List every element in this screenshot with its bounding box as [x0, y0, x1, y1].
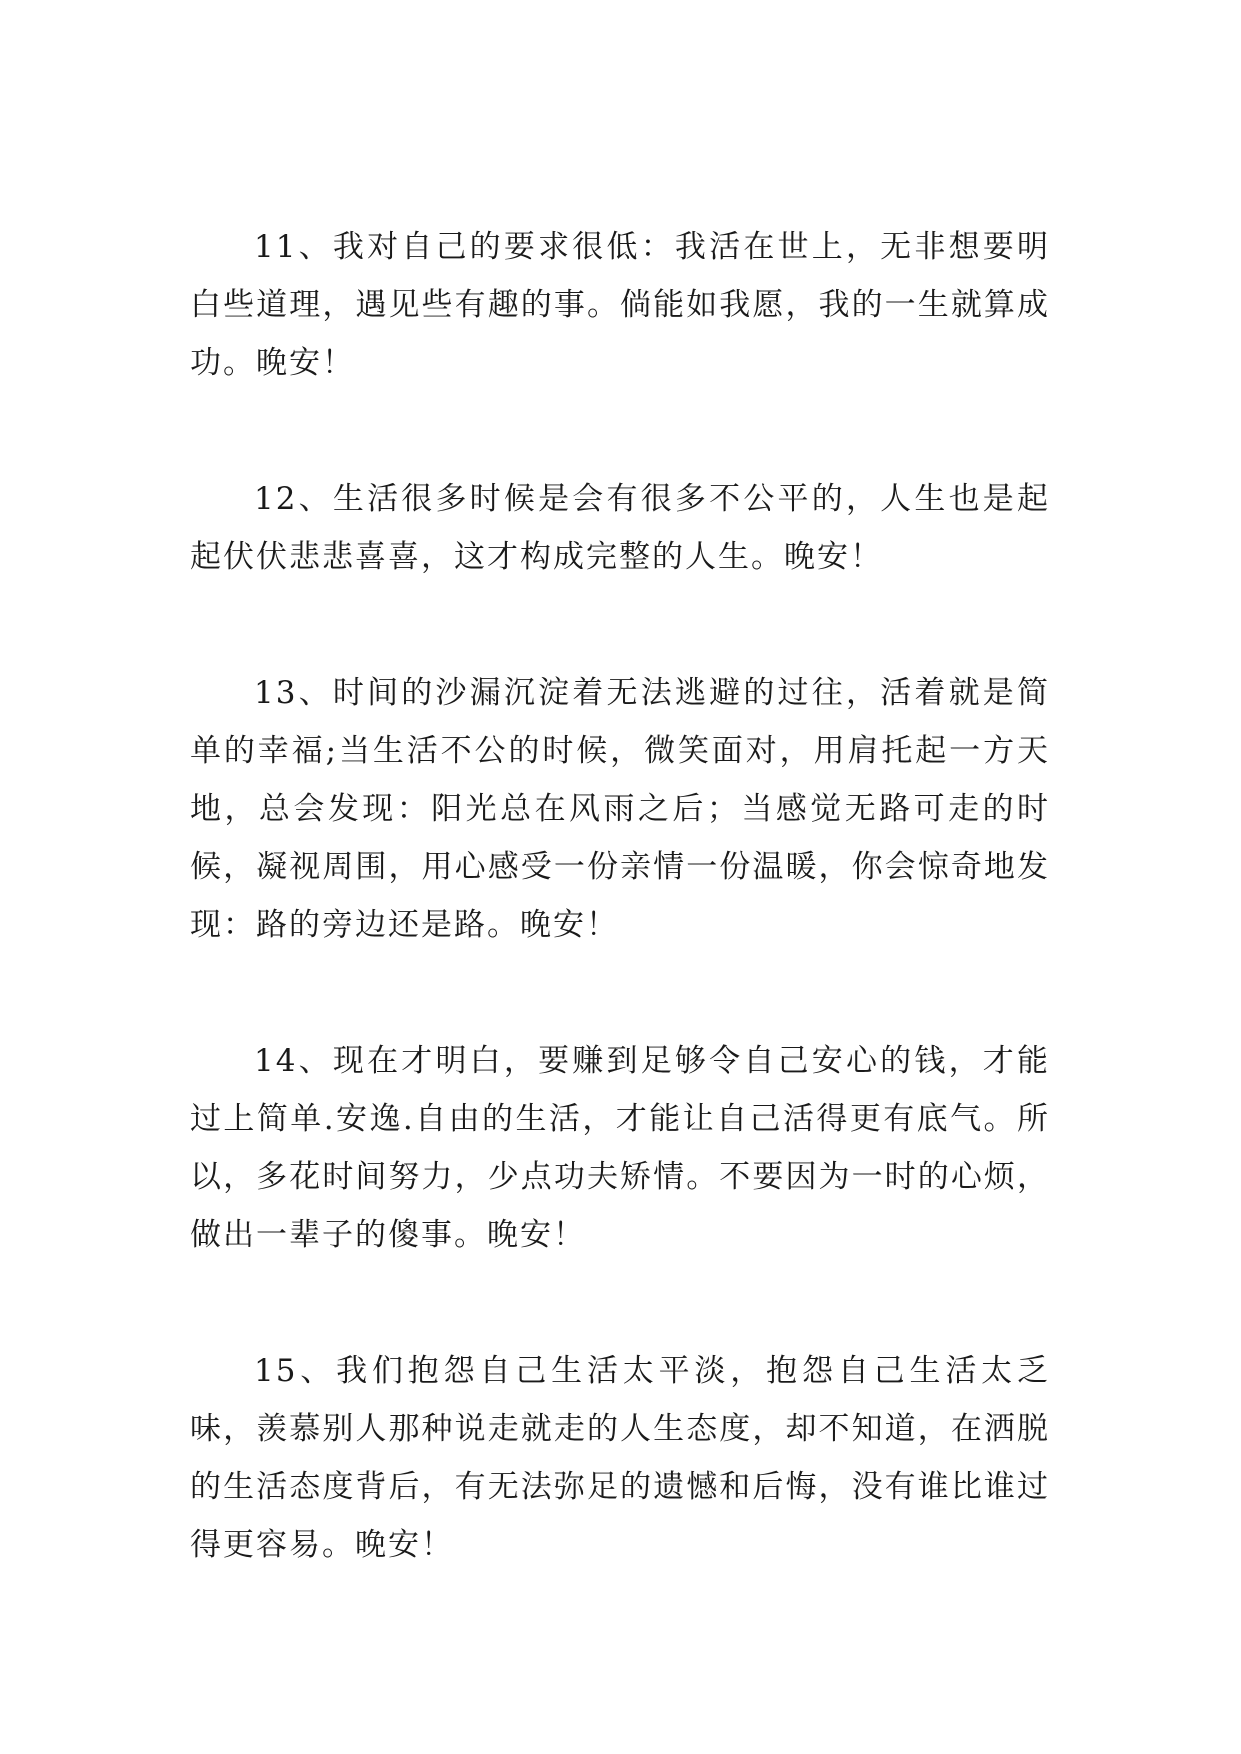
paragraph-12: 12、生活很多时候是会有很多不公平的，人生也是起起伏伏悲悲喜喜，这才构成完整的人生。晚安！ — [190, 481, 1050, 575]
paragraph-13: 13、时间的沙漏沉淀着无法逃避的过往，活着就是简单的幸福;当生活不公的时候，微笑面对，用肩托起一方天地，总会发现：阳光总在风雨之后；当感觉无路可走的时候，凝视周围，用心感受一份亲情一份温暖，你会惊奇地发现：路的旁边还是路。晚安！ — [190, 675, 1050, 943]
paragraph-14: 14、现在才明白，要赚到足够令自己安心的钱，才能过上简单.安逸.自由的生活，才能让自己活得更有底气。所以，多花时间努力，少点功夫矫情。不要因为一时的心烦，做出一辈子的傻事。晚安！ — [190, 1043, 1050, 1253]
paragraph-15: 15、我们抱怨自己生活太平淡，抱怨自己生活太乏味，羡慕别人那种说走就走的人生态度，却不知道，在洒脱的生活态度背后，有无法弥足的遗憾和后悔，没有谁比谁过得更容易。晚安！ — [190, 1353, 1050, 1563]
paragraph-11: 11、我对自己的要求很低：我活在世上，无非想要明白些道理，遇见些有趣的事。倘能如我愿，我的一生就算成功。晚安！ — [190, 229, 1050, 381]
document-body — [190, 218, 1050, 1652]
